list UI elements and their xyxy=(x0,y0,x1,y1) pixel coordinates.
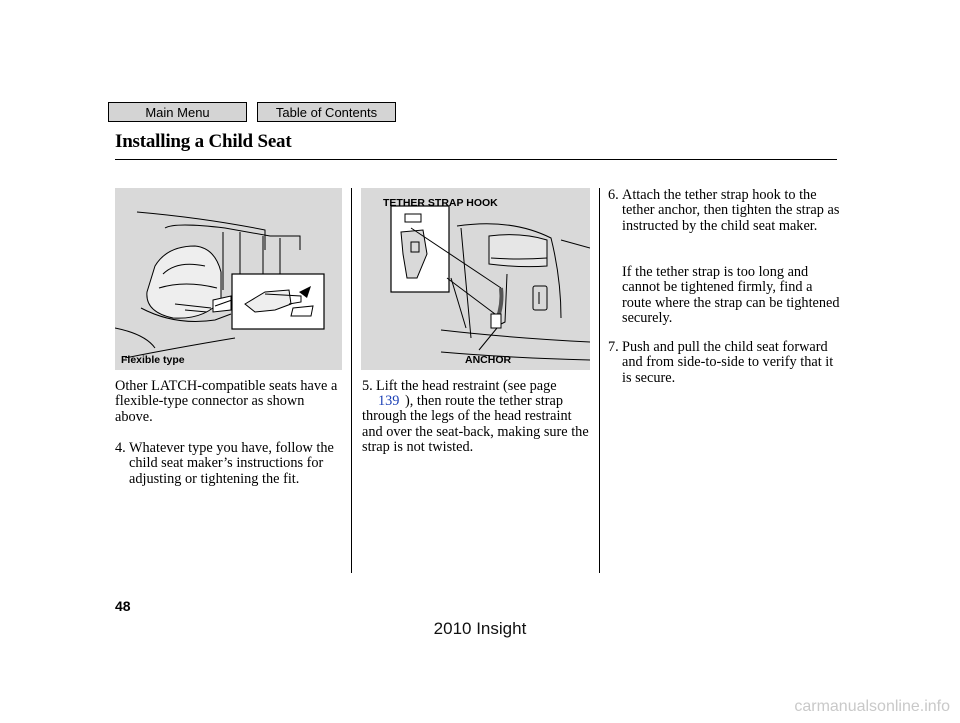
page-number: 48 xyxy=(115,598,131,614)
intro-paragraph: Other LATCH-compatible seats have a flexible-type connector as shown above. xyxy=(115,378,338,425)
child-seat-illustration xyxy=(115,188,342,370)
page-title: Installing a Child Seat xyxy=(115,131,292,152)
figure-label-tether-strap-hook: TETHER STRAP HOOK xyxy=(383,197,498,209)
step-text: ), then route the tether strap through the legs of the head restraint and over the seat-back, making sure the strap is not twisted. xyxy=(362,393,589,455)
model-label: 2010 Insight xyxy=(433,619,527,638)
flexible-type-illustration xyxy=(115,188,342,370)
table-of-contents-button[interactable]: Table of Contents xyxy=(257,102,396,122)
step-number: 5. xyxy=(362,378,373,394)
step-text: Push and pull the child seat forward and from side-to-side to verify that it is secure. xyxy=(622,339,834,386)
column-divider-2 xyxy=(599,188,600,573)
figure-label-anchor: ANCHOR xyxy=(465,354,512,366)
step-number: 7. xyxy=(608,339,619,355)
tether-strap-illustration xyxy=(361,188,590,370)
step-text: Lift the head restraint (see page xyxy=(376,378,557,394)
step-7 xyxy=(608,340,840,386)
main-menu-button[interactable]: Main Menu xyxy=(108,102,247,122)
watermark: carmanualsonline.info xyxy=(794,698,950,715)
page-link-139[interactable]: 139 xyxy=(378,393,400,410)
step-number: 6. xyxy=(608,187,619,203)
column-divider-1 xyxy=(351,188,352,573)
step-4 xyxy=(115,441,347,487)
tether-anchor-illustration xyxy=(361,188,590,370)
figure-label-flexible-type: Flexible type xyxy=(121,354,185,366)
step-6 xyxy=(608,188,840,234)
step-5-continued xyxy=(362,394,594,455)
step-text: Attach the tether strap hook to the tether anchor, then tighten the strap as instructed by the child seat maker. xyxy=(622,187,840,234)
step-6-note: If the tether strap is too long and cannot be tightened firmly, find a route where the strap can be tightened securely. xyxy=(622,264,840,326)
title-divider xyxy=(115,159,837,160)
step-number: 4. xyxy=(115,440,126,456)
step-text: Whatever type you have, follow the child seat maker’s instructions for adjusting or tightening the fit. xyxy=(129,440,334,487)
